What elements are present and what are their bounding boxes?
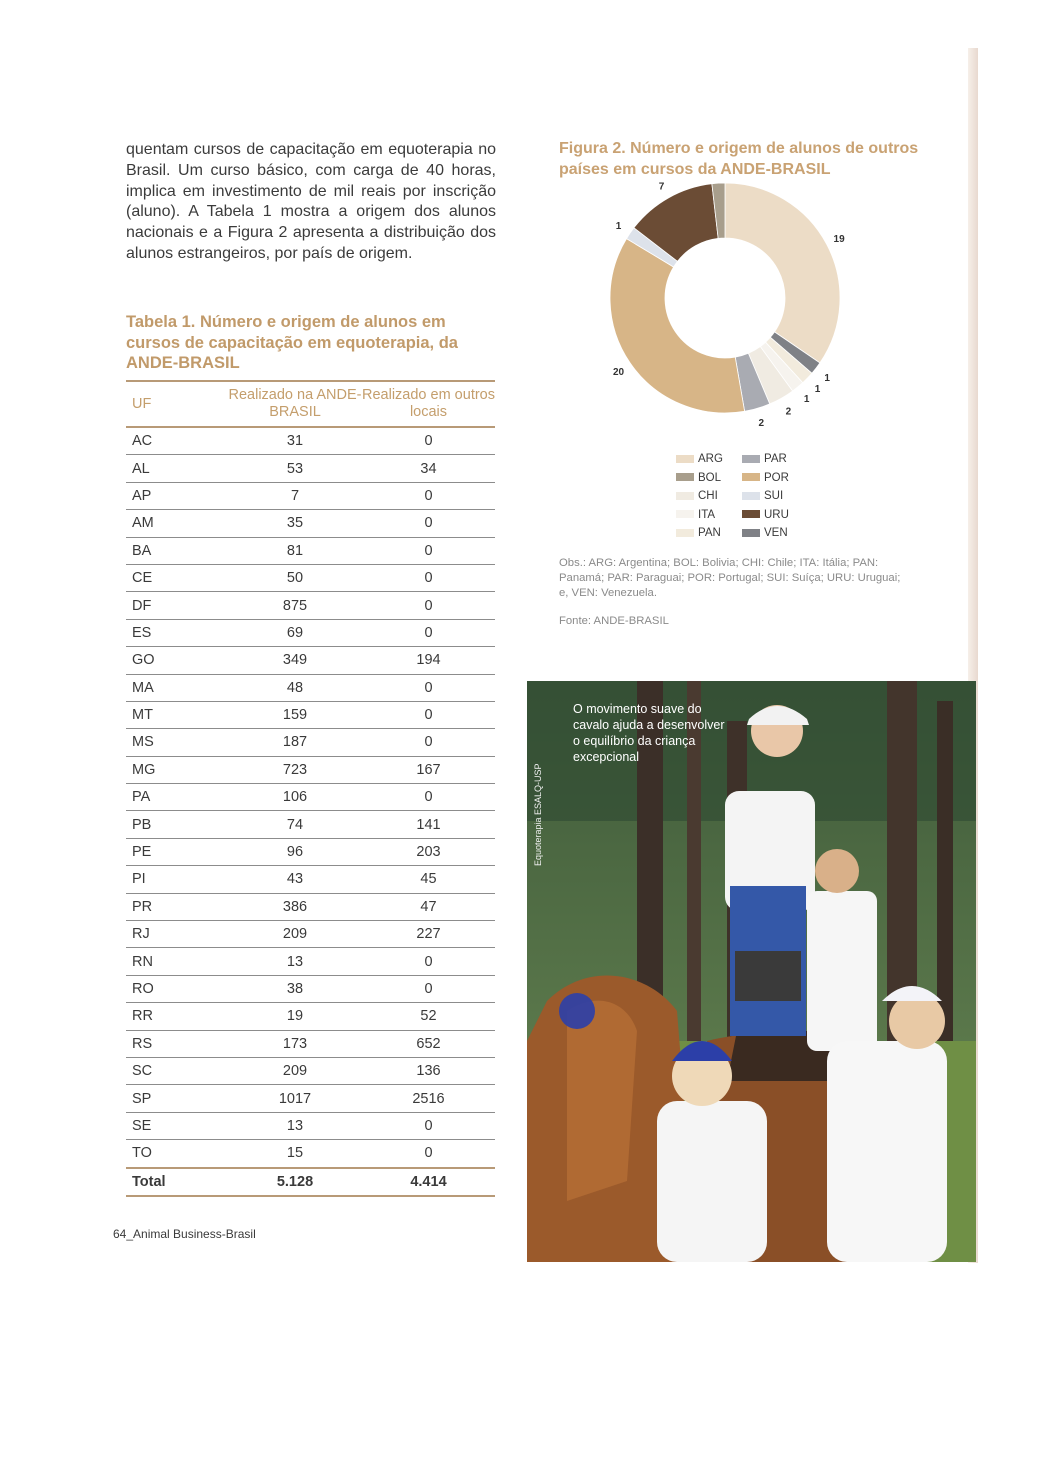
cell-outros-locais: 34: [362, 455, 495, 482]
legend-label: PAR: [764, 453, 787, 465]
cell-outros-locais: 0: [362, 427, 495, 455]
cell-ande-brasil: 7: [228, 482, 362, 509]
slice-arg: [725, 183, 840, 363]
legend-item-arg: [676, 452, 723, 466]
legend-item-sui: [742, 489, 783, 503]
cell-outros-locais: 194: [362, 647, 495, 674]
hippotherapy-photo: [527, 681, 976, 1262]
cell-ande-brasil: 74: [228, 811, 362, 838]
photo-caption: O movimento suave do cavalo ajuda a desenvolver o equilíbrio da criança excepcional: [573, 702, 725, 764]
cell-uf: PA: [126, 784, 228, 811]
table-row: [126, 866, 495, 893]
cell-ande-brasil: 1017: [228, 1085, 362, 1112]
cell-outros-locais: 227: [362, 921, 495, 948]
cell-ande-brasil: 96: [228, 838, 362, 865]
intro-paragraph: quentam cursos de capacitação em equoterapia no Brasil. Um curso básico, com carga de 40 horas, implica em investimento de mil reais por inscrição (aluno). A Tabela 1 mostra a origem dos alunos nacionais e a Figura 2 apresenta a distribuição dos alunos estrangeiros, por país de origem.: [126, 141, 496, 262]
cell-uf: RR: [126, 1003, 228, 1030]
cell-outros-locais: 0: [362, 1112, 495, 1139]
cell-uf: RS: [126, 1030, 228, 1057]
cell-uf: GO: [126, 647, 228, 674]
table-header-row: [126, 381, 495, 427]
cell-uf: ES: [126, 619, 228, 646]
table-row: [126, 564, 495, 591]
cell-ande-brasil: 386: [228, 893, 362, 920]
cell-ande-brasil: 723: [228, 756, 362, 783]
cell-ande-brasil: 349: [228, 647, 362, 674]
table-row: [126, 893, 495, 920]
cell-outros-locais: 0: [362, 729, 495, 756]
total-label: Total: [126, 1168, 228, 1196]
cell-ande-brasil: 81: [228, 537, 362, 564]
cell-outros-locais: 136: [362, 1057, 495, 1084]
legend-swatch: [676, 473, 694, 481]
cell-outros-locais: 52: [362, 1003, 495, 1030]
cell-ande-brasil: 173: [228, 1030, 362, 1057]
header-uf: UF: [126, 381, 228, 427]
cell-outros-locais: 45: [362, 866, 495, 893]
legend-swatch: [742, 473, 760, 481]
table-row: [126, 1030, 495, 1057]
cell-outros-locais: 0: [362, 510, 495, 537]
donut-chart: [600, 182, 860, 442]
legend-swatch: [676, 492, 694, 500]
cell-outros-locais: 0: [362, 975, 495, 1002]
total-row: [126, 1168, 495, 1196]
cell-ande-brasil: 875: [228, 592, 362, 619]
data-label-sui: 1: [615, 221, 622, 233]
legend-item-par: [742, 452, 787, 466]
legend-label: CHI: [698, 490, 718, 502]
slice-por: [610, 239, 745, 413]
cell-uf: SE: [126, 1112, 228, 1139]
legend-swatch: [742, 510, 760, 518]
total-outros-locais: 4.414: [362, 1168, 495, 1196]
cell-outros-locais: 47: [362, 893, 495, 920]
table-row: [126, 948, 495, 975]
legend-swatch: [742, 455, 760, 463]
table-row: [126, 427, 495, 455]
data-label-pan: 1: [814, 383, 821, 395]
cell-outros-locais: 2516: [362, 1085, 495, 1112]
table-row: [126, 674, 495, 701]
table-title: Tabela 1. Número e origem de alunos em cursos de capacitação em equoterapia, da ANDE-BRASIL: [126, 313, 458, 372]
cell-ande-brasil: 69: [228, 619, 362, 646]
legend-label: POR: [764, 471, 789, 484]
cell-ande-brasil: 209: [228, 1057, 362, 1084]
table-row: [126, 1085, 495, 1112]
cell-outros-locais: 0: [362, 701, 495, 728]
legend-swatch: [742, 492, 760, 500]
cell-uf: MG: [126, 756, 228, 783]
legend-item-chi: [676, 489, 718, 503]
data-label-ven: 1: [824, 372, 830, 384]
legend-label: SUI: [764, 490, 784, 502]
page-footer: 64_Animal Business-Brasil: [113, 1227, 256, 1241]
legend-label: ITA: [698, 508, 716, 521]
cell-ande-brasil: 53: [228, 455, 362, 482]
cell-uf: SP: [126, 1085, 228, 1112]
table-row: [126, 1112, 495, 1139]
legend-label: ARG: [698, 453, 723, 465]
table-row: [126, 1057, 495, 1084]
cell-outros-locais: 652: [362, 1030, 495, 1057]
cell-uf: MS: [126, 729, 228, 756]
total-ande-brasil: 5.128: [228, 1168, 362, 1196]
legend-label: BOL: [698, 471, 722, 484]
legend-label: VEN: [764, 527, 788, 539]
cell-uf: AM: [126, 510, 228, 537]
cell-outros-locais: 0: [362, 948, 495, 975]
photo-illustration: [527, 681, 976, 1262]
table-row: [126, 811, 495, 838]
cell-uf: RJ: [126, 921, 228, 948]
table-row: [126, 756, 495, 783]
cell-uf: TO: [126, 1140, 228, 1168]
cell-outros-locais: 0: [362, 619, 495, 646]
cell-outros-locais: 0: [362, 784, 495, 811]
legend-swatch: [676, 455, 694, 463]
cell-ande-brasil: 38: [228, 975, 362, 1002]
table-row: [126, 838, 495, 865]
cell-uf: RO: [126, 975, 228, 1002]
cell-outros-locais: 141: [362, 811, 495, 838]
legend-item-uru: [742, 508, 789, 522]
photo-credit: Equoterapia ESALQ-USP: [533, 763, 543, 866]
cell-uf: SC: [126, 1057, 228, 1084]
table-row: [126, 510, 495, 537]
cell-ande-brasil: 43: [228, 866, 362, 893]
header-outros-locais: Realizado em outros locais: [362, 381, 495, 427]
cell-outros-locais: 0: [362, 592, 495, 619]
legend-item-bol: [676, 471, 721, 485]
cell-outros-locais: 0: [362, 482, 495, 509]
table-row: [126, 647, 495, 674]
cell-ande-brasil: 209: [228, 921, 362, 948]
students-table: [126, 380, 495, 1197]
cell-outros-locais: 0: [362, 564, 495, 591]
cell-uf: PI: [126, 866, 228, 893]
table-row: [126, 701, 495, 728]
data-label-por: 20: [612, 366, 625, 378]
cell-uf: AC: [126, 427, 228, 455]
cell-outros-locais: 0: [362, 537, 495, 564]
cell-ande-brasil: 106: [228, 784, 362, 811]
cell-ande-brasil: 19: [228, 1003, 362, 1030]
cell-outros-locais: 0: [362, 1140, 495, 1168]
cell-uf: BA: [126, 537, 228, 564]
data-label-par: 2: [758, 417, 765, 429]
cell-ande-brasil: 31: [228, 427, 362, 455]
data-label-ita: 1: [803, 393, 810, 405]
legend-label: PAN: [698, 527, 721, 539]
legend-swatch: [742, 529, 760, 537]
legend-item-ita: [676, 508, 715, 522]
cell-outros-locais: 203: [362, 838, 495, 865]
table-row: [126, 784, 495, 811]
legend-label: URU: [764, 508, 789, 521]
table-row: [126, 619, 495, 646]
cell-ande-brasil: 13: [228, 1112, 362, 1139]
cell-ande-brasil: 13: [228, 948, 362, 975]
cell-uf: AL: [126, 455, 228, 482]
table-row: [126, 455, 495, 482]
cell-ande-brasil: 187: [228, 729, 362, 756]
cell-uf: PR: [126, 893, 228, 920]
cell-ande-brasil: 50: [228, 564, 362, 591]
table-row: [126, 921, 495, 948]
figure-obs: Obs.: ARG: Argentina; BOL: Bolivia; CHI: Chile; ITA: Itália; PAN: Panamá; PAR: Paraguai; POR: Portugal; SUI: Suíça; URU: Uruguai; e, VEN: Venezuela.: [559, 557, 901, 599]
table-row: [126, 482, 495, 509]
data-label-chi: 2: [785, 406, 792, 418]
cell-uf: MT: [126, 701, 228, 728]
figure-title: Figura 2. Número e origem de alunos de outros países em cursos da ANDE-BRASIL: [559, 140, 919, 178]
legend-swatch: [676, 510, 694, 518]
cell-ande-brasil: 15: [228, 1140, 362, 1168]
table-row: [126, 1003, 495, 1030]
table-row: [126, 537, 495, 564]
cell-uf: RN: [126, 948, 228, 975]
cell-uf: PE: [126, 838, 228, 865]
table-row: [126, 975, 495, 1002]
cell-ande-brasil: 35: [228, 510, 362, 537]
cell-uf: CE: [126, 564, 228, 591]
cell-ande-brasil: 48: [228, 674, 362, 701]
cell-uf: AP: [126, 482, 228, 509]
table-row: [126, 592, 495, 619]
legend-item-ven: [742, 526, 788, 540]
data-label-uru: 7: [658, 182, 665, 193]
cell-outros-locais: 167: [362, 756, 495, 783]
legend-swatch: [676, 529, 694, 537]
cell-uf: MA: [126, 674, 228, 701]
header-ande-brasil: Realizado na ANDE-BRASIL: [228, 381, 362, 427]
table-row: [126, 1140, 495, 1168]
table-body: [126, 427, 495, 1168]
data-label-arg: 19: [833, 233, 845, 245]
cell-outros-locais: 0: [362, 674, 495, 701]
legend-item-pan: [676, 526, 721, 540]
table-row: [126, 729, 495, 756]
legend-item-por: [742, 471, 789, 485]
figure-source: Fonte: ANDE-BRASIL: [559, 615, 669, 627]
cell-uf: DF: [126, 592, 228, 619]
cell-uf: PB: [126, 811, 228, 838]
cell-ande-brasil: 159: [228, 701, 362, 728]
